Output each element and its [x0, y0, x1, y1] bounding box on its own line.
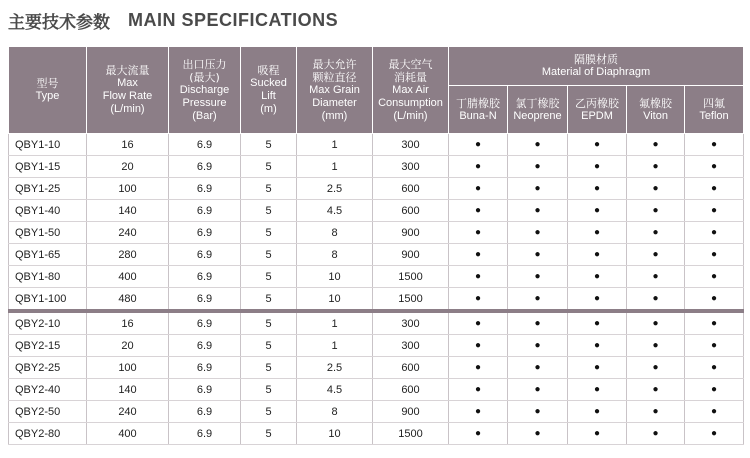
header-material-neoprene: 氯丁橡胶 Neoprene	[508, 86, 568, 134]
dot-epdm: ●	[568, 335, 627, 357]
cell-type: QBY2-50	[9, 401, 87, 423]
dot-buna-n: ●	[449, 156, 508, 178]
dot-epdm: ●	[568, 200, 627, 222]
dot-neoprene: ●	[508, 222, 568, 244]
dot-buna-n: ●	[449, 200, 508, 222]
cell-flow: 140	[87, 200, 169, 222]
cell-type: QBY1-80	[9, 266, 87, 288]
cell-grain: 4.5	[297, 200, 373, 222]
dot-viton: ●	[627, 244, 685, 266]
cell-lift: 5	[241, 266, 297, 288]
table-header	[9, 47, 744, 134]
dot-teflon: ●	[685, 401, 744, 423]
dot-teflon: ●	[685, 288, 744, 312]
cell-type: QBY1-100	[9, 288, 87, 312]
header-material-buna-n: 丁腈橡胶 Buna-N	[449, 86, 508, 134]
cell-pressure: 6.9	[169, 134, 241, 156]
dot-teflon: ●	[685, 244, 744, 266]
cell-grain: 8	[297, 401, 373, 423]
dot-epdm: ●	[568, 134, 627, 156]
dot-epdm: ●	[568, 357, 627, 379]
dot-viton: ●	[627, 156, 685, 178]
table-row	[9, 335, 744, 357]
cell-type: QBY2-10	[9, 311, 87, 335]
dot-buna-n: ●	[449, 335, 508, 357]
table-row	[9, 379, 744, 401]
header-sucked-lift: 吸程 Sucked Lift (m)	[241, 47, 297, 134]
cell-type: QBY2-15	[9, 335, 87, 357]
header-diaphragm-material: 隔膜材质 Material of Diaphragm	[449, 47, 744, 86]
cell-grain: 2.5	[297, 357, 373, 379]
dot-neoprene: ●	[508, 401, 568, 423]
cell-pressure: 6.9	[169, 266, 241, 288]
cell-flow: 16	[87, 134, 169, 156]
cell-flow: 240	[87, 401, 169, 423]
dot-teflon: ●	[685, 379, 744, 401]
dot-epdm: ●	[568, 401, 627, 423]
dot-neoprene: ●	[508, 311, 568, 335]
cell-lift: 5	[241, 357, 297, 379]
cell-type: QBY1-25	[9, 178, 87, 200]
cell-lift: 5	[241, 156, 297, 178]
cell-type: QBY1-40	[9, 200, 87, 222]
cell-lift: 5	[241, 200, 297, 222]
header-material-teflon: 四氟 Teflon	[685, 86, 744, 134]
cell-flow: 140	[87, 379, 169, 401]
cell-grain: 1	[297, 335, 373, 357]
dot-teflon: ●	[685, 266, 744, 288]
dot-viton: ●	[627, 311, 685, 335]
table-row	[9, 423, 744, 445]
cell-flow: 400	[87, 266, 169, 288]
cell-grain: 10	[297, 266, 373, 288]
dot-neoprene: ●	[508, 266, 568, 288]
cell-pressure: 6.9	[169, 335, 241, 357]
table-row	[9, 288, 744, 312]
specifications-table	[8, 46, 744, 445]
dot-epdm: ●	[568, 379, 627, 401]
dot-neoprene: ●	[508, 178, 568, 200]
cell-lift: 5	[241, 401, 297, 423]
dot-viton: ●	[627, 178, 685, 200]
dot-buna-n: ●	[449, 379, 508, 401]
cell-grain: 1	[297, 156, 373, 178]
header-grain-diameter: 最大允许 颗粒直径 Max Grain Diameter (mm)	[297, 47, 373, 134]
cell-pressure: 6.9	[169, 178, 241, 200]
dot-buna-n: ●	[449, 244, 508, 266]
dot-teflon: ●	[685, 335, 744, 357]
header-material-viton: 氟橡胶 Viton	[627, 86, 685, 134]
dot-viton: ●	[627, 266, 685, 288]
dot-viton: ●	[627, 134, 685, 156]
header-material-epdm: 乙丙橡胶 EPDM	[568, 86, 627, 134]
dot-teflon: ●	[685, 200, 744, 222]
dot-epdm: ●	[568, 423, 627, 445]
table-row	[9, 156, 744, 178]
dot-teflon: ●	[685, 357, 744, 379]
dot-teflon: ●	[685, 423, 744, 445]
dot-viton: ●	[627, 200, 685, 222]
dot-viton: ●	[627, 222, 685, 244]
cell-grain: 1	[297, 134, 373, 156]
cell-grain: 4.5	[297, 379, 373, 401]
dot-buna-n: ●	[449, 423, 508, 445]
dot-neoprene: ●	[508, 335, 568, 357]
dot-viton: ●	[627, 357, 685, 379]
cell-pressure: 6.9	[169, 222, 241, 244]
table-row	[9, 200, 744, 222]
cell-pressure: 6.9	[169, 357, 241, 379]
cell-lift: 5	[241, 379, 297, 401]
cell-grain: 2.5	[297, 178, 373, 200]
dot-viton: ●	[627, 379, 685, 401]
dot-neoprene: ●	[508, 423, 568, 445]
cell-flow: 100	[87, 357, 169, 379]
cell-grain: 10	[297, 288, 373, 312]
dot-epdm: ●	[568, 178, 627, 200]
dot-buna-n: ●	[449, 134, 508, 156]
dot-viton: ●	[627, 288, 685, 312]
dot-epdm: ●	[568, 156, 627, 178]
cell-flow: 400	[87, 423, 169, 445]
cell-lift: 5	[241, 335, 297, 357]
dot-neoprene: ●	[508, 379, 568, 401]
cell-pressure: 6.9	[169, 288, 241, 312]
cell-air: 900	[373, 244, 449, 266]
table-row	[9, 178, 744, 200]
cell-air: 1500	[373, 266, 449, 288]
table-row	[9, 357, 744, 379]
cell-pressure: 6.9	[169, 401, 241, 423]
cell-flow: 20	[87, 156, 169, 178]
dot-buna-n: ●	[449, 288, 508, 312]
dot-neoprene: ●	[508, 244, 568, 266]
cell-lift: 5	[241, 178, 297, 200]
table-row	[9, 401, 744, 423]
dot-teflon: ●	[685, 311, 744, 335]
cell-type: QBY1-50	[9, 222, 87, 244]
dot-epdm: ●	[568, 222, 627, 244]
dot-buna-n: ●	[449, 222, 508, 244]
cell-flow: 280	[87, 244, 169, 266]
title-cn: 主要技术参数	[8, 12, 110, 33]
cell-lift: 5	[241, 134, 297, 156]
cell-air: 600	[373, 178, 449, 200]
dot-buna-n: ●	[449, 266, 508, 288]
cell-type: QBY1-65	[9, 244, 87, 266]
dot-teflon: ●	[685, 178, 744, 200]
cell-air: 300	[373, 335, 449, 357]
table-row	[9, 222, 744, 244]
dot-neoprene: ●	[508, 156, 568, 178]
cell-grain: 8	[297, 222, 373, 244]
dot-neoprene: ●	[508, 288, 568, 312]
cell-flow: 16	[87, 311, 169, 335]
dot-epdm: ●	[568, 311, 627, 335]
cell-flow: 480	[87, 288, 169, 312]
cell-flow: 20	[87, 335, 169, 357]
cell-pressure: 6.9	[169, 156, 241, 178]
cell-pressure: 6.9	[169, 244, 241, 266]
table-row	[9, 134, 744, 156]
title-en: MAIN SPECIFICATIONS	[128, 9, 339, 30]
cell-type: QBY2-80	[9, 423, 87, 445]
header-air-consumption: 最大空气 消耗量 Max Air Consumption (L/min)	[373, 47, 449, 134]
dot-epdm: ●	[568, 266, 627, 288]
cell-air: 900	[373, 401, 449, 423]
cell-lift: 5	[241, 244, 297, 266]
table-body	[9, 134, 744, 445]
cell-air: 600	[373, 379, 449, 401]
cell-grain: 1	[297, 311, 373, 335]
cell-grain: 10	[297, 423, 373, 445]
dot-buna-n: ●	[449, 401, 508, 423]
dot-viton: ●	[627, 423, 685, 445]
header-flow-rate: 最大流量 Max Flow Rate (L/min)	[87, 47, 169, 134]
dot-teflon: ●	[685, 156, 744, 178]
cell-type: QBY2-25	[9, 357, 87, 379]
cell-air: 300	[373, 156, 449, 178]
dot-epdm: ●	[568, 244, 627, 266]
cell-pressure: 6.9	[169, 423, 241, 445]
dot-buna-n: ●	[449, 178, 508, 200]
cell-lift: 5	[241, 288, 297, 312]
dot-buna-n: ●	[449, 357, 508, 379]
cell-air: 600	[373, 357, 449, 379]
dot-epdm: ●	[568, 288, 627, 312]
cell-air: 1500	[373, 423, 449, 445]
cell-air: 300	[373, 311, 449, 335]
cell-air: 1500	[373, 288, 449, 312]
cell-air: 900	[373, 222, 449, 244]
header-discharge-pressure: 出口压力 (最大) Discharge Pressure (Bar)	[169, 47, 241, 134]
dot-neoprene: ●	[508, 357, 568, 379]
cell-type: QBY1-15	[9, 156, 87, 178]
table-row	[9, 311, 744, 335]
cell-air: 600	[373, 200, 449, 222]
cell-pressure: 6.9	[169, 200, 241, 222]
dot-viton: ●	[627, 401, 685, 423]
page-title	[8, 4, 338, 36]
header-type: 型号 Type	[9, 47, 87, 134]
dot-teflon: ●	[685, 222, 744, 244]
dot-neoprene: ●	[508, 200, 568, 222]
cell-pressure: 6.9	[169, 311, 241, 335]
cell-type: QBY2-40	[9, 379, 87, 401]
cell-lift: 5	[241, 423, 297, 445]
dot-teflon: ●	[685, 134, 744, 156]
dot-buna-n: ●	[449, 311, 508, 335]
cell-lift: 5	[241, 311, 297, 335]
cell-air: 300	[373, 134, 449, 156]
table-row	[9, 266, 744, 288]
table-row	[9, 244, 744, 266]
dot-neoprene: ●	[508, 134, 568, 156]
cell-flow: 100	[87, 178, 169, 200]
cell-flow: 240	[87, 222, 169, 244]
dot-viton: ●	[627, 335, 685, 357]
cell-grain: 8	[297, 244, 373, 266]
cell-type: QBY1-10	[9, 134, 87, 156]
cell-pressure: 6.9	[169, 379, 241, 401]
cell-lift: 5	[241, 222, 297, 244]
